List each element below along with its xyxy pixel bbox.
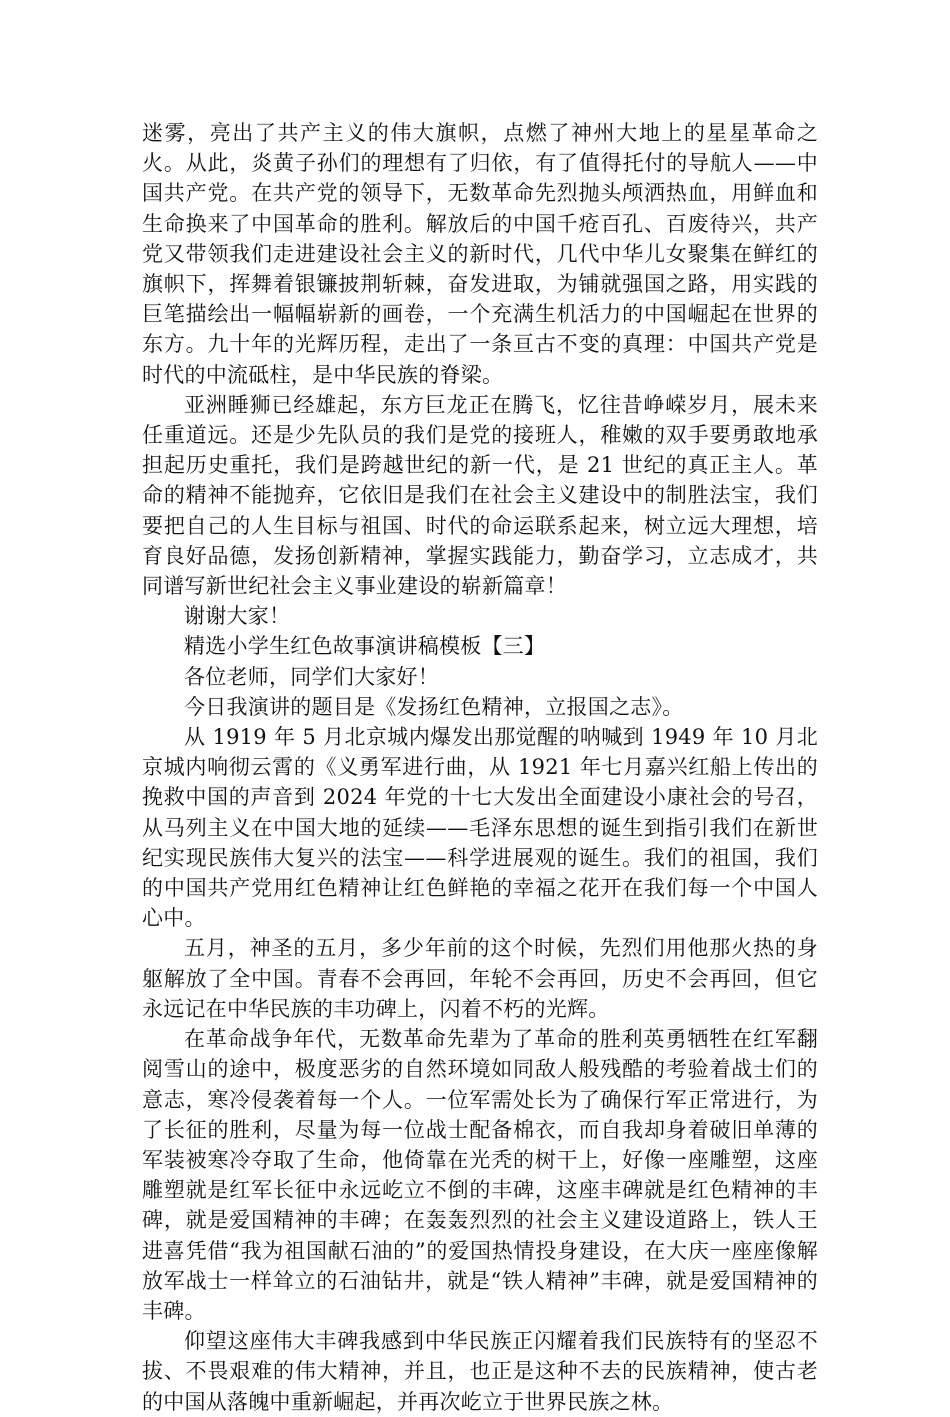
greeting-line: 各位老师，同学们大家好！ xyxy=(184,664,439,689)
paragraph: 在革命战争年代，无数革命先辈为了革命的胜利英勇牺牲在红军翻阅雪山的途中，极度恶劣的自然环境如同敌人般残酷的考验着战士们的意志，寒冷侵袭着每一个人。一位军需处长为了确保行军正常进行，为了长征的胜利，尽量为每一位战士配备棉衣，而自我却身着破旧单薄的军装被寒冷夺取了生命，他倚靠在光秃的树干上，好像一座雕塑，这座雕塑就是红军长征中永远屹立不倒的丰碑，这座丰碑就是红色精神的丰碑，就是爱国精神的丰碑；在轰轰烈烈的社会主义建设道路上，铁人王进喜凭借“我为祖国献石油的”的爱国热情投身建设，在大庆一座座像解放军战士一样耸立的石油钻井，就是“铁人精神”丰碑，就是爱国精神的丰碑。 xyxy=(142,1027,818,1323)
paragraph-continuation: 迷雾，亮出了共产主义的伟大旗帜，点燃了神州大地上的星星革命之火。从此，炎黄子孙们的理想有了归依，有了值得托付的导航人——中国共产党。在共产党的领导下，无数革命先烈抛头颅洒热血，用鲜血和生命换来了中国革命的胜利。解放后的中国千疮百孔、百废待兴，共产党又带领我们走进建设社会主义的新时代，几代中华儿女聚集在鲜红的旗帜下，挥舞着银镰披荆斩棘，奋发进取，为铺就强国之路，用实践的巨笔描绘出一幅幅崭新的画卷，一个充满生机活力的中国崛起在世界的东方。九十年的光辉历程，走出了一条亘古不变的真理：中国共产党是时代的中流砥柱，是中华民族的脊梁。 xyxy=(142,121,818,387)
speech-title-line: 今日我演讲的题目是《发扬红色精神，立报国之志》。 xyxy=(184,694,684,719)
section-heading: 精选小学生红色故事演讲稿模板【三】 xyxy=(184,634,546,659)
thanks-line: 谢谢大家！ xyxy=(184,604,291,629)
document-body xyxy=(142,118,818,1417)
paragraph: 从 1919 年 5 月北京城内爆发出那觉醒的呐喊到 1949 年 10 月北京城内响彻云霄的《义勇军进行曲，从 1921 年七月嘉兴红船上传出的挽救中国的声音到 2024 年党的十七大发出全面建设小康社会的号召，从马列主义在中国大地的延续——毛泽东思想的诞生到指引我们在新世纪实现民族伟大复兴的法宝——科学进展观的诞生。我们的祖国，我们的中国共产党用红色精神让红色鲜艳的幸福之花开在我们每一个中国人心中。 xyxy=(142,725,818,931)
paragraph: 五月，神圣的五月，多少年前的这个时候，先烈们用他那火热的身躯解放了全中国。青春不会再回，年轮不会再回，历史不会再回，但它永远记在中华民族的丰功碑上，闪着不朽的光辉。 xyxy=(142,936,818,1021)
paragraph: 仰望这座伟大丰碑我感到中华民族正闪耀着我们民族特有的坚忍不拔、不畏艰难的伟大精神，并且，也正是这种不去的民族精神，使古老的中国从落魄中重新崛起，并再次屹立于世界民族之林。 xyxy=(142,1329,818,1414)
paragraph: 亚洲睡狮已经雄起，东方巨龙正在腾飞，忆往昔峥嵘岁月，展未来任重道远。还是少先队员的我们是党的接班人，稚嫩的双手要勇敢地承担起历史重托，我们是跨越世纪的新一代，是 21 世纪的真正主人。革命的精神不能抛弃，它依旧是我们在社会主义建设中的制胜法宝，我们要把自己的人生目标与祖国、时代的命运联系起来，树立远大理想，培育良好品德，发扬创新精神，掌握实践能力，勤奋学习，立志成才，共同谱写新世纪社会主义事业建设的崭新篇章！ xyxy=(142,392,818,599)
